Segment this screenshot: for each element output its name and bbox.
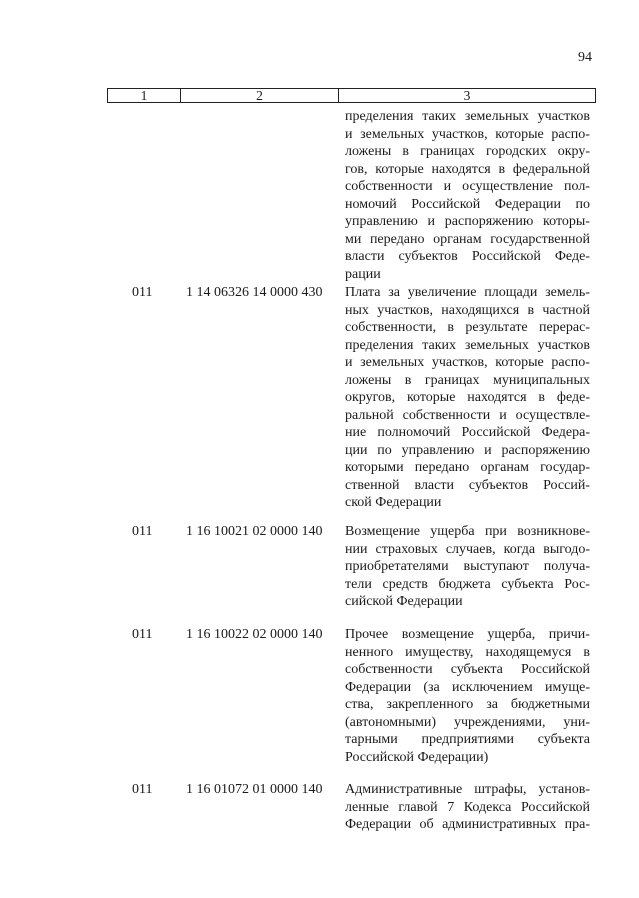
description-line: номочий Российской Федерации по <box>345 196 590 212</box>
description-line: собственности, в результате перерас- <box>345 320 590 335</box>
description-line: которыми передано органам государ- <box>345 460 590 475</box>
description-line: ми передано органам государственной <box>345 231 590 247</box>
description-line: тарными предприятиями субъекта <box>345 732 590 747</box>
page-number: 94 <box>578 50 592 65</box>
row-description <box>345 781 590 834</box>
description-line: Российской Федерации) <box>345 749 489 765</box>
description-line: нии страховых случаев, когда выгодо- <box>345 541 590 557</box>
description-line: Федерации об административных пра- <box>345 817 590 832</box>
admin-code: 011 <box>132 524 153 539</box>
description-line: пределения таких земельных участков <box>345 337 590 353</box>
row-description <box>345 626 590 766</box>
description-line: ральной собственности и осуществле- <box>345 407 590 423</box>
description-line: собственности субъекта Российской <box>345 662 590 677</box>
description-line: власти субъектов Российской Феде- <box>345 249 590 264</box>
description-line: ленные главой 7 Кодекса Российской <box>345 799 590 815</box>
description-line: ных участков, находящихся в частной <box>345 302 590 318</box>
admin-code: 011 <box>132 285 153 300</box>
description-line: ложены в границах муниципальных <box>345 372 590 388</box>
description-line: ции по управлению и распоряжению <box>345 442 590 458</box>
header-col-3: 3 <box>463 88 471 103</box>
description-line: пределения таких земельных участков <box>345 109 590 124</box>
description-line: сийской Федерации <box>345 594 463 609</box>
description-line: Федерации (за исключением имуще- <box>345 679 590 695</box>
description-line: тели средств бюджета субъекта Рос- <box>345 576 590 592</box>
kbk-code: 1 14 06326 14 0000 430 <box>186 285 323 300</box>
row-description <box>345 523 590 611</box>
description-line: гов, которые находятся в федеральной <box>345 161 590 177</box>
description-line: Возмещение ущерба при возникнове- <box>345 524 590 539</box>
description-line: и земельных участков, которые распо- <box>345 355 590 370</box>
description-line: ской Федерации <box>345 495 442 510</box>
kbk-code: 1 16 01072 01 0000 140 <box>186 782 323 797</box>
description-line: управлению и распоряжению которы- <box>345 214 590 229</box>
description-line: и земельных участков, которые распо- <box>345 126 590 142</box>
description-line: Плата за увеличение площади земель- <box>345 285 590 300</box>
row-description <box>345 284 590 512</box>
description-line: приобретателями выступают получа- <box>345 559 590 574</box>
description-line: ние полномочий Российской Федера- <box>345 425 590 440</box>
admin-code: 011 <box>132 627 153 642</box>
description-line: Прочее возмещение ущерба, причи- <box>345 627 590 642</box>
description-line: ственной власти субъектов Россий- <box>345 477 590 493</box>
description-line: собственности и осуществление пол- <box>345 179 590 194</box>
description-line: рации <box>345 266 381 282</box>
description-line: Административные штрафы, установ- <box>345 782 590 797</box>
description-line: (автономными) учреждениями, уни- <box>345 714 590 730</box>
kbk-code: 1 16 10022 02 0000 140 <box>186 627 323 642</box>
kbk-code: 1 16 10021 02 0000 140 <box>186 524 323 539</box>
header-col-1: 1 <box>108 89 181 102</box>
description-line: ненного имуществу, находящемуся в <box>345 644 590 660</box>
table-header <box>107 88 596 103</box>
header-col-2: 2 <box>181 89 339 102</box>
description-line: ства, закрепленного за бюджетными <box>345 697 590 712</box>
admin-code: 011 <box>132 782 153 797</box>
description-line: округов, которые находятся в феде- <box>345 390 590 405</box>
continuation-description <box>345 108 590 283</box>
description-line: ложены в границах городских окру- <box>345 144 590 159</box>
